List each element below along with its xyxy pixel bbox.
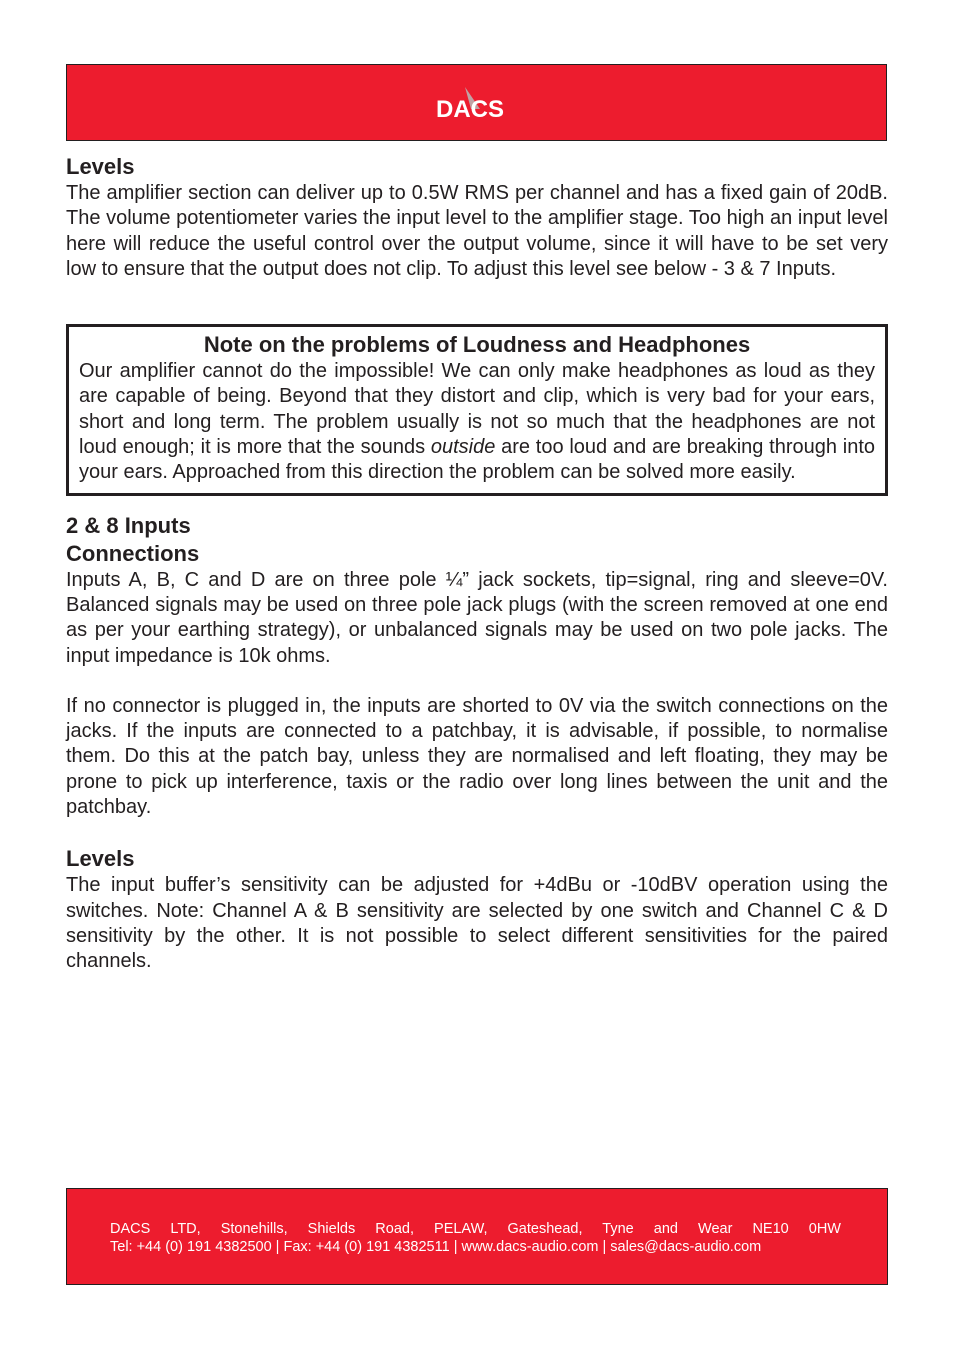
note-body-part1: Our amplifier cannot do the impossible! We can only make headphones as loud as they are capable of being. Beyond that they distort and clip, which is very bad for your ears, short and long term. The problem usually is not so much that the headphones are not loud enough; it is more that the sounds <box>79 360 875 459</box>
levels-body: The amplifier section can deliver up to 0.5W RMS per channel and has a fixed gain of 20dB. The volume potentiometer varies the input level to the amplifier stage. Too high an input level here will reduce the useful control over the output volume, since it will have to be set very low to ensure that the output does not clip. To adjust this level see below - 3 & 7 Inputs. <box>66 182 888 280</box>
connections-heading: Connections <box>66 540 200 566</box>
note-body-part2: are too loud and are breaking through into your ears. Approached from this direction the problem can be solved more easily. <box>79 436 875 484</box>
note-body <box>79 359 875 485</box>
levels-2-heading: Levels <box>66 846 135 872</box>
footer-contact: Tel: +44 (0) 191 4382500 | Fax: +44 (0) 191 4382511 | www.dacs-audio.com | sales@dacs-audio.com <box>110 1239 762 1255</box>
connections-para-1: Inputs A, B, C and D are on three pole ¼” jack sockets, tip=signal, ring and sleeve=0V. Balanced signals may be used on three pole jack plugs (with the screen removed at one end as per your earthing strategy), or unbalanced signals may be used on two pole jacks. The input impedance is 10k ohms. <box>66 568 888 667</box>
note-box <box>66 324 888 495</box>
inputs-heading: 2 & 8 Inputs <box>66 512 191 538</box>
footer-address: DACS LTD, Stonehills, Shields Road, PELAW, Gateshead, Tyne and Wear NE10 0HW <box>110 1221 841 1237</box>
levels-heading: Levels <box>66 154 135 179</box>
levels-2-body: The input buffer’s sensitivity can be adjusted for +4dBu or -10dBV operation using the switches. Note: Channel A & B sensitivity are selected by one switch and Channel C & D sensitivity by the other. It is not possible to select different sensitivities for the paired channels. <box>66 874 888 973</box>
inputs-section <box>66 512 888 975</box>
page-content <box>66 153 888 975</box>
note-body-emphasis: outside <box>430 436 496 459</box>
connections-para-2: If no connector is plugged in, the inputs are shorted to 0V via the switch connections on the jacks. If the inputs are connected to a patchbay, it is advisable, if possible, to normalise them. Do this at the patch bay, unless they are normalised and left floating, they may be prone to pick up interference, taxis or the radio over long lines between the unit and the patchbay. <box>66 694 888 819</box>
logo-text: DACS <box>435 96 505 123</box>
page-footer <box>66 1188 888 1285</box>
page-header <box>66 64 887 141</box>
note-heading: Note on the problems of Loudness and Headphones <box>203 332 751 358</box>
dacs-logo <box>425 87 515 131</box>
